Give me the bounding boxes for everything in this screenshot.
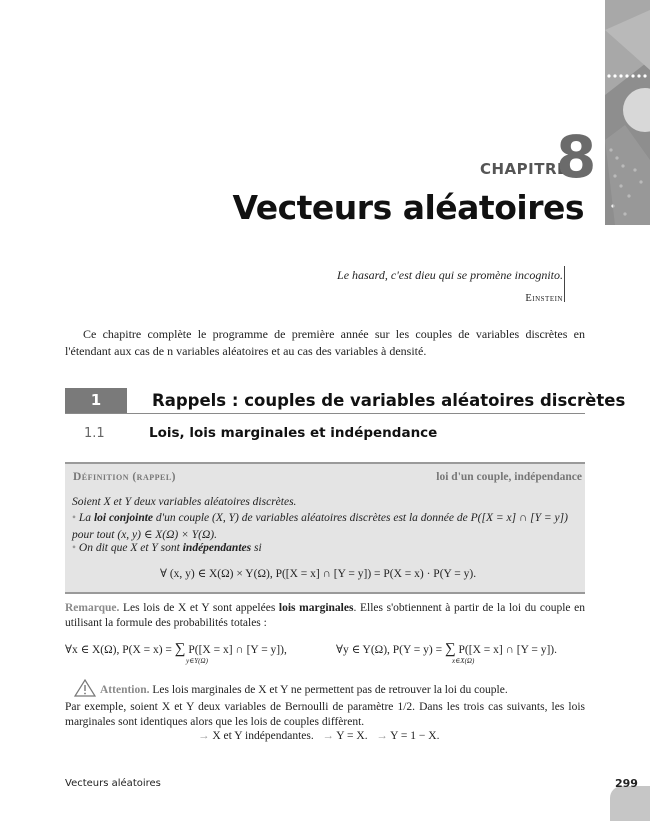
definition-keyword: indépendantes [182, 542, 252, 554]
arrow-icon: → [322, 730, 334, 742]
definition-text: On dit que X et Y sont [78, 542, 183, 554]
arrow-icon: → [376, 730, 388, 742]
chapter-title: Vecteurs aléatoires [232, 188, 584, 227]
definition-text: si [251, 542, 262, 554]
definition-tag: loi d'un couple, indépendance [436, 471, 582, 483]
case-item: Y = X. [336, 730, 368, 742]
sum-icon: ∑ [444, 641, 456, 657]
section-number: 1 [65, 388, 127, 413]
case-item: Y = 1 − X. [390, 730, 440, 742]
sum-index: x∈X(Ω) [452, 657, 475, 665]
definition-line: pour tout (x, y) ∈ X(Ω) × Y(Ω). [72, 529, 218, 541]
definition-line [72, 512, 568, 524]
epigraph-rule [564, 266, 565, 302]
epigraph-author: Einstein [525, 293, 563, 304]
case-item: X et Y indépendantes. [212, 730, 314, 742]
formula-text: ∀x ∈ X(Ω), P(X = x) = [65, 644, 172, 656]
definition-line [72, 542, 262, 554]
definition-equation: ∀ (x, y) ∈ X(Ω) × Y(Ω), P([X = x] ∩ [Y = y]) = P(X = x) · P(Y = y). [160, 568, 477, 580]
arrow-icon: → [198, 730, 210, 742]
chapter-intro: Ce chapitre complète le programme de première année sur les couples de variables discrètes en l'étendant aux cas de n variables aléatoires et au cas des variables à densité. [65, 327, 585, 358]
definition-keyword: loi conjointe [93, 512, 154, 524]
decorative-corner-pattern [605, 0, 650, 225]
remark-paragraph [65, 601, 585, 631]
attention-label: Attention. [100, 684, 150, 696]
definition-text: La [78, 512, 94, 524]
marginal-formula-left [65, 641, 287, 658]
chapter-number: 8 [556, 123, 597, 191]
epigraph-quote: Le hasard, c'est dieu qui se promène incognito. [337, 268, 563, 282]
example-cases [198, 730, 439, 742]
definition-line: Soient X et Y deux variables aléatoires discrètes. [72, 496, 297, 508]
sum-index: y∈Y(Ω) [186, 657, 208, 665]
chapter-label: CHAPITRE [480, 160, 568, 178]
warning-icon [74, 679, 96, 697]
subsection-number: 1.1 [84, 426, 105, 441]
definition-title: Définition (rappel) [73, 471, 177, 483]
marginal-formula-right [336, 641, 557, 658]
page-number: 299 [615, 777, 638, 790]
footer-tab-decoration [610, 786, 650, 821]
remark-label: Remarque. [65, 602, 120, 614]
attention-text: Les lois marginales de X et Y ne permettent pas de retrouver la loi du couple. [149, 684, 508, 696]
definition-text: d'un couple (X, Y) de variables aléatoires discrètes est la donnée de P([X = x] ∩ [Y = y]) [153, 512, 568, 524]
remark-text: . Elles s'obtiennent à partir de la loi du couple en utilisant la formule des probabilités totales : [65, 602, 585, 629]
formula-text: ∀y ∈ Y(Ω), P(Y = y) = [336, 644, 443, 656]
footer-title: Vecteurs aléatoires [65, 778, 161, 789]
remark-text: Les lois de X et Y sont appelées [119, 602, 279, 614]
attention-line [100, 684, 508, 696]
attention-example: Par exemple, soient X et Y deux variables de Bernoulli de paramètre 1/2. Dans les trois cas suivants, les lois marginales sont identiques alors que les lois de couples diffèrent. [65, 701, 585, 728]
bullet-icon: • [72, 512, 79, 524]
bullet-icon: • [72, 542, 79, 554]
section-title: Rappels : couples de variables aléatoires discrètes [152, 391, 626, 410]
formula-text: P([X = x] ∩ [Y = y]), [188, 644, 287, 656]
sum-icon: ∑ [174, 641, 186, 657]
formula-text: P([X = x] ∩ [Y = y]). [458, 644, 557, 656]
subsection-title: Lois, lois marginales et indépendance [149, 425, 438, 441]
remark-keyword: lois marginales [278, 602, 354, 614]
